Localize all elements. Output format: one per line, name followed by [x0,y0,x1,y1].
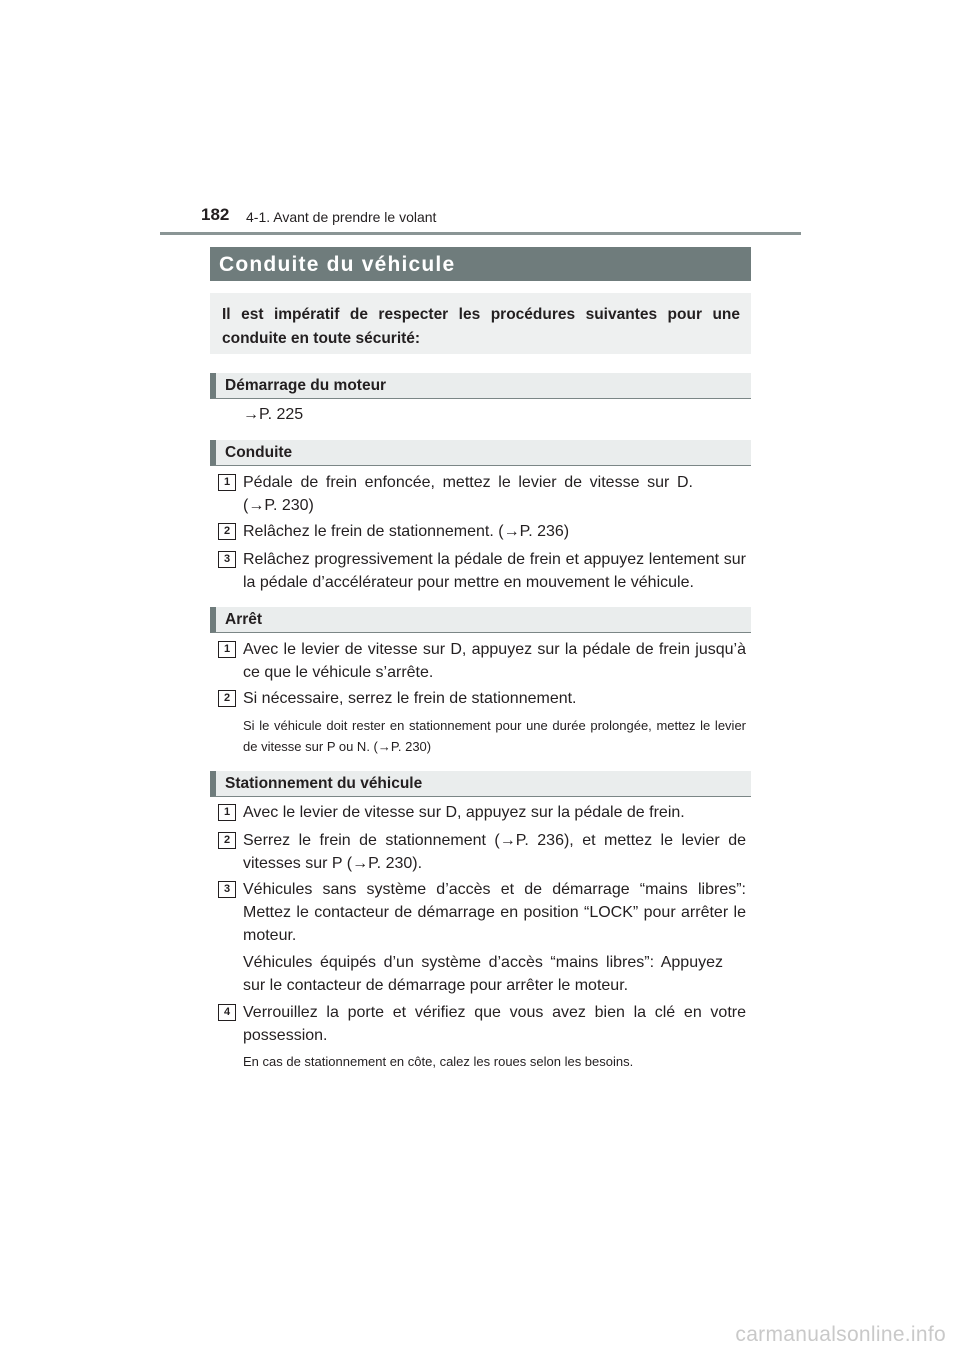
step-text: Pédale de frein enfoncée, mettez le levier de vitesse sur D. (→P. 230) [243,474,693,514]
step-number: 1 [218,474,236,491]
page-number: 182 [201,205,230,224]
step-number: 2 [218,690,236,707]
step-number: 1 [218,641,236,658]
section-header-conduite: Conduite [210,440,751,466]
step-text: Véhicules sans système d’accès et de démarrage “mains libres”: Mettez le contacteur de démarrage en position “LOCK” pour arrêter le moteur. [243,881,746,944]
page-title: Conduite du véhicule [210,247,751,281]
step-text: Verrouillez la porte et vérifiez que vous avez bien la clé en votre possession. [243,1004,746,1044]
step-number: 3 [218,881,236,898]
section-header-arret: Arrêt [210,607,751,633]
header-rule [160,232,801,235]
chapter-title: 4-1. Avant de prendre le volant [246,209,437,225]
step-number: 4 [218,1004,236,1021]
note-text: En cas de stationnement en côte, calez les roues selon les besoins. [243,1054,634,1069]
intro-box: Il est impératif de respecter les procédures suivantes pour une conduite en toute sécurité: [210,293,751,354]
step-text: Si nécessaire, serrez le frein de stationnement. [243,690,577,707]
step-number: 3 [218,551,236,568]
step-number: 1 [218,804,236,821]
step-text: Relâchez le frein de stationnement. (→P. 236) [243,523,570,540]
section-header-stationnement: Stationnement du véhicule [210,771,751,797]
watermark: carmanualsonline.info [735,1323,946,1346]
section-header-demarrage: Démarrage du moteur [210,373,751,399]
step-number: 2 [218,523,236,540]
step-text: Serrez le frein de stationnement (→P. 236), et mettez le levier de vitesses sur P (→P. 230). [243,832,746,872]
step-text-continued: Véhicules équipés d’un système d’accès “mains libres”: Appuyez sur le contacteur de démarrage pour arrêter le moteur. [243,954,723,994]
step-text: Avec le levier de vitesse sur D, appuyez sur la pédale de frein jusqu’à ce que le véhicule s’arrête. [243,641,746,681]
step-number: 2 [218,832,236,849]
reference-link[interactable]: →P. 225 [243,406,304,423]
step-text: Avec le levier de vitesse sur D, appuyez sur la pédale de frein. [243,804,685,821]
step-text: Relâchez progressivement la pédale de frein et appuyez lentement sur la pédale d’accélérateur pour mettre en mouvement le véhicule. [243,551,746,591]
note-text: Si le véhicule doit rester en stationnement pour une durée prolongée, mettez le levier de vitesse sur P ou N. (→P. 230) [243,718,746,754]
